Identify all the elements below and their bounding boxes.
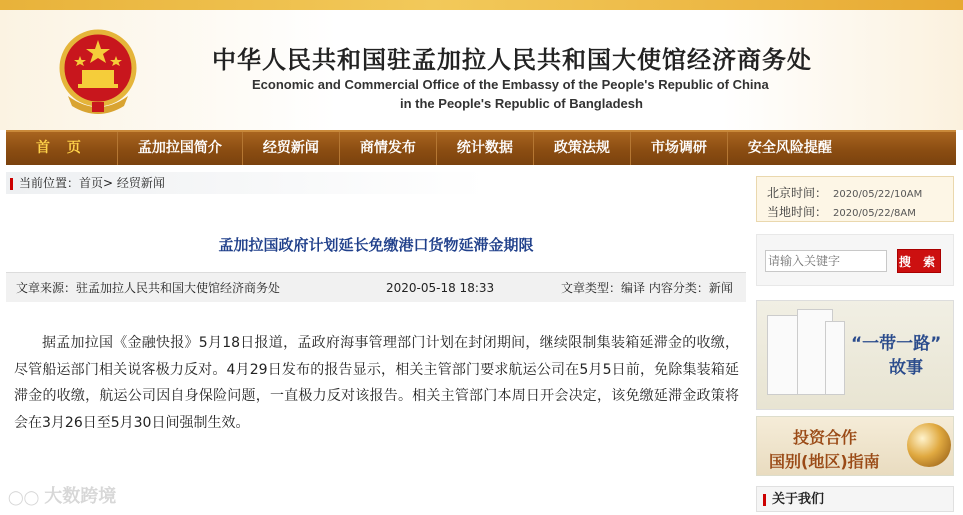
time-box: [756, 176, 954, 222]
article-title: 孟加拉国政府计划延长免缴港口货物延滞金期限: [218, 236, 534, 254]
about-us[interactable]: [756, 486, 954, 512]
banner2-line2: 国别(地区)指南: [769, 452, 880, 471]
article-date: 2020-05-18 18:33: [386, 281, 495, 295]
article-type: 文章类型：编译 内容分类：新闻: [561, 281, 733, 295]
nav-item-business-info[interactable]: 商情发布: [340, 132, 437, 165]
about-us-label: 关于我们: [772, 492, 825, 507]
local-time-row: [767, 203, 916, 220]
nav-item-bangladesh-intro[interactable]: 孟加拉国简介: [118, 132, 243, 165]
watermark-text: 大数跨境: [44, 486, 117, 507]
site-title-cn: 中华人民共和国驻孟加拉人民共和国大使馆经济商务处: [212, 46, 812, 74]
book-image-icon: [767, 315, 801, 395]
nav-item-security-alerts[interactable]: 安全风险提醒: [747, 140, 832, 156]
watermark: [8, 482, 116, 508]
about-marker-icon: [763, 494, 766, 506]
banner1-line2: 故事: [889, 358, 923, 378]
belt-and-road-banner[interactable]: [756, 300, 954, 410]
site-header: [0, 10, 963, 130]
nav-item-policies[interactable]: 政策法规: [534, 132, 631, 165]
investment-guide-banner[interactable]: [756, 416, 954, 476]
search-button[interactable]: 搜 索: [897, 249, 941, 273]
local-time-value: 2020/05/22/8AM: [833, 208, 916, 219]
article-source: 文章来源：驻孟加拉人民共和国大使馆经济商务处: [16, 281, 281, 295]
article-meta-bar: [6, 272, 746, 302]
main-nav: [6, 130, 956, 165]
book-image-icon-3: [825, 321, 845, 395]
breadcrumb-marker-icon: [10, 178, 13, 190]
banner2-line1: 投资合作: [793, 428, 858, 447]
nav-item-home[interactable]: 首 页: [6, 132, 118, 165]
top-stripe: [0, 0, 963, 10]
globe-icon: [907, 423, 951, 467]
breadcrumb: [6, 172, 486, 194]
breadcrumb-label[interactable]: 当前位置：首页> 经贸新闻: [19, 176, 165, 190]
banner1-line1: “一带一路”: [851, 334, 942, 354]
site-title-en-line1: Economic and Commercial Office of the Embassy of the People's Republic of China: [252, 77, 769, 92]
beijing-time-label: 北京时间：: [767, 186, 828, 200]
beijing-time-row: [767, 184, 922, 201]
search-input[interactable]: [765, 250, 887, 272]
search-box: [756, 234, 954, 286]
beijing-time-value: 2020/05/22/10AM: [833, 189, 923, 200]
nav-item-statistics[interactable]: 统计数据: [437, 132, 534, 165]
nav-item-market-research[interactable]: 市场调研: [631, 132, 728, 165]
national-emblem-icon: [58, 26, 138, 116]
nav-item-trade-news[interactable]: 经贸新闻: [243, 132, 340, 165]
article-body: 据孟加拉国《金融快报》5月18日报道，孟政府海事管理部门计划在封闭期间，继续限制集装箱延滞金的收缴，尽管船运部门相关说客极力反对。4月29日发布的报告显示，相关主管部门要求航运公司在5月5日前，免除集装箱延滞金的收缴，航运公司因自身保险问题，一直极力反对该报告。相关主管部门本周日开会决定，该免缴延滞金政策将会在3月26日至5月30日间强制生效。: [14, 335, 739, 431]
site-title-en-line2: in the People's Republic of Bangladesh: [400, 96, 643, 111]
local-time-label: 当地时间：: [767, 205, 828, 219]
watermark-logo-icon: ◯◯: [8, 490, 45, 506]
